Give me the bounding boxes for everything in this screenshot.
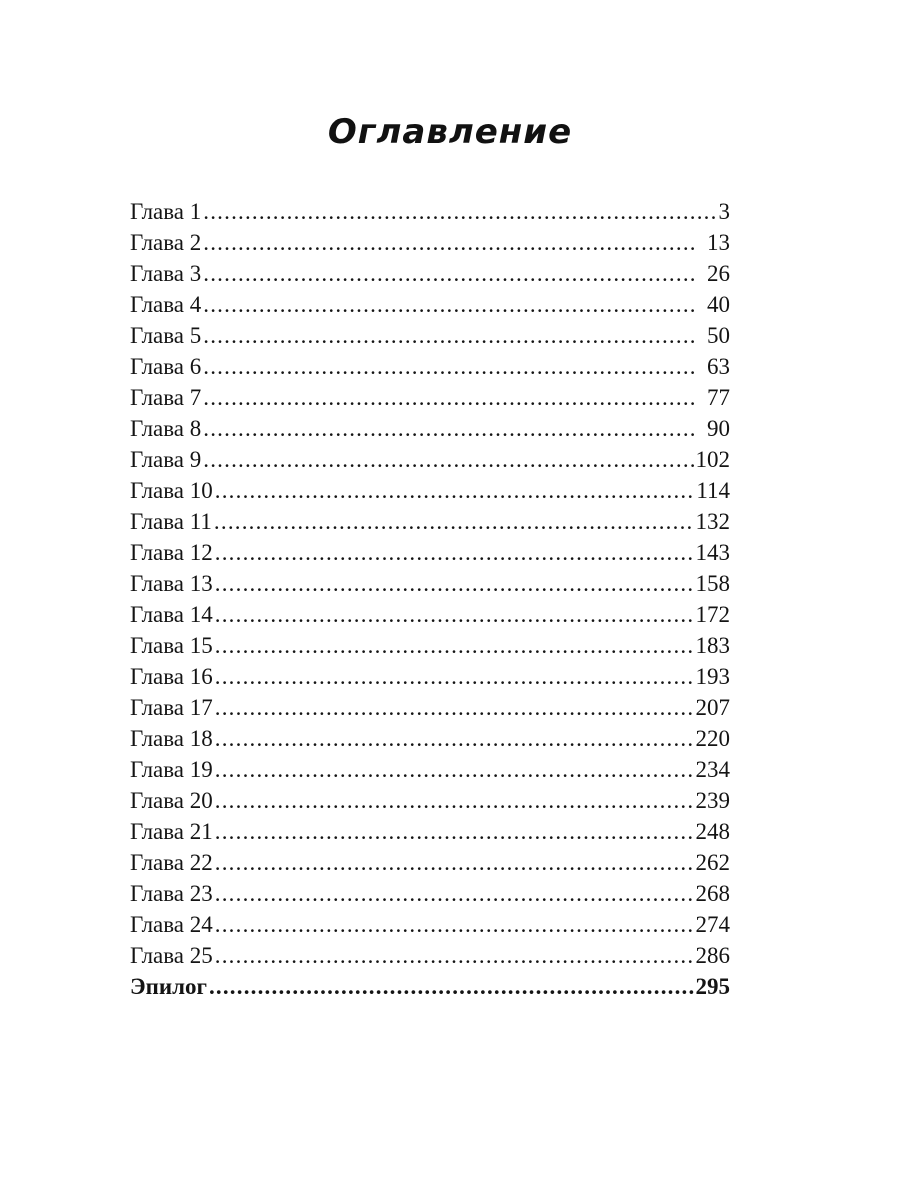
toc-leader-dots [215, 913, 695, 936]
toc-entry[interactable] [130, 905, 730, 936]
toc-entry-label: Глава 9 [130, 447, 202, 472]
toc-entry-label: Глава 13 [130, 571, 213, 596]
toc-entry-page-number: 26 [707, 261, 730, 286]
toc-entry[interactable] [130, 471, 730, 502]
toc-entry-label: Глава 5 [130, 323, 202, 348]
toc-leader-dots [215, 851, 695, 874]
toc-entry[interactable] [130, 812, 730, 843]
toc-entry-page-number: 183 [695, 633, 730, 658]
toc-entry-label: Эпилог [130, 974, 207, 999]
toc-entry-label: Глава 2 [130, 230, 202, 255]
toc-leader-dots [203, 386, 695, 409]
toc-entry[interactable] [130, 626, 730, 657]
toc-leader-dots [215, 727, 695, 750]
toc-leader-dots [215, 758, 695, 781]
toc-leader-dots [215, 696, 695, 719]
toc-leader-dots [215, 479, 695, 502]
toc-entry[interactable] [130, 192, 730, 223]
toc-entry-page-number: 286 [695, 943, 730, 968]
toc-entry-label: Глава 17 [130, 695, 213, 720]
toc-entry-page-number: 114 [696, 478, 730, 503]
toc-leader-dots [209, 975, 695, 998]
toc-entry-page-number: 3 [718, 199, 730, 224]
toc-leader-dots [203, 355, 695, 378]
toc-entry-page-number: 13 [707, 230, 730, 255]
toc-entry-page-number: 158 [695, 571, 730, 596]
toc-entry-page-number: 90 [707, 416, 730, 441]
toc-leader-dots [203, 293, 695, 316]
toc-entry-page-number: 262 [695, 850, 730, 875]
toc-entry-label: Глава 14 [130, 602, 213, 627]
toc-entry[interactable] [130, 347, 730, 378]
toc-entry-label: Глава 1 [130, 199, 202, 224]
toc-entry[interactable] [130, 409, 730, 440]
toc-leader-dots [215, 603, 695, 626]
toc-leader-dots [203, 231, 695, 254]
toc-entry[interactable] [130, 285, 730, 316]
toc-entry-page-number: 193 [695, 664, 730, 689]
toc-leader-dots [203, 262, 695, 285]
toc-entry-label: Глава 18 [130, 726, 213, 751]
toc-entry-label: Глава 4 [130, 292, 202, 317]
toc-entry-page-number: 63 [707, 354, 730, 379]
toc-entry-label: Глава 22 [130, 850, 213, 875]
toc-entry-label: Глава 21 [130, 819, 213, 844]
toc-leader-dots [215, 572, 695, 595]
toc-entry-page-number: 40 [707, 292, 730, 317]
toc-entry[interactable] [130, 719, 730, 750]
toc-entry-page-number: 274 [695, 912, 730, 937]
toc-entry-page-number: 248 [695, 819, 730, 844]
toc-entry-label: Глава 3 [130, 261, 202, 286]
toc-entry[interactable] [130, 936, 730, 967]
toc-entry-page-number: 234 [695, 757, 730, 782]
toc-leader-dots [215, 882, 695, 905]
toc-entry-label: Глава 11 [130, 509, 212, 534]
toc-entry[interactable] [130, 254, 730, 285]
toc-entry-label: Глава 7 [130, 385, 202, 410]
toc-entry[interactable] [130, 564, 730, 595]
toc-entry-page-number: 172 [695, 602, 730, 627]
toc-entry[interactable] [130, 502, 730, 533]
toc-entry-label: Глава 24 [130, 912, 213, 937]
toc-entry[interactable] [130, 688, 730, 719]
toc-entry[interactable] [130, 316, 730, 347]
toc-entry-page-number: 295 [695, 974, 730, 999]
toc-entry-page-number: 207 [695, 695, 730, 720]
toc-entry-page-number: 143 [695, 540, 730, 565]
toc-entry[interactable] [130, 440, 730, 471]
toc-entry[interactable] [130, 843, 730, 874]
toc-entry-page-number: 220 [695, 726, 730, 751]
toc-entry-label: Глава 23 [130, 881, 213, 906]
toc-leader-dots [215, 789, 695, 812]
toc-entry-label: Глава 6 [130, 354, 202, 379]
toc-leader-dots [215, 944, 695, 967]
toc-entry-page-number: 132 [695, 509, 730, 534]
toc-entry-label: Глава 15 [130, 633, 213, 658]
toc-entry-page-number: 268 [695, 881, 730, 906]
toc-leader-dots [203, 448, 694, 471]
table-of-contents-list [130, 192, 730, 998]
toc-entry-page-number: 239 [695, 788, 730, 813]
toc-entry[interactable] [130, 750, 730, 781]
page-title: Оглавление [327, 112, 573, 152]
toc-entry[interactable] [130, 223, 730, 254]
toc-entry-label: Глава 8 [130, 416, 202, 441]
toc-entry[interactable] [130, 967, 730, 998]
toc-entry-page-number: 50 [707, 323, 730, 348]
toc-entry[interactable] [130, 874, 730, 905]
toc-entry-label: Глава 12 [130, 540, 213, 565]
toc-leader-dots [203, 200, 717, 223]
toc-entry[interactable] [130, 657, 730, 688]
toc-entry[interactable] [130, 781, 730, 812]
toc-leader-dots [214, 510, 695, 533]
toc-entry[interactable] [130, 378, 730, 409]
toc-entry-page-number: 77 [707, 385, 730, 410]
toc-entry-label: Глава 10 [130, 478, 213, 503]
toc-leader-dots [203, 324, 695, 347]
toc-leader-dots [203, 417, 695, 440]
toc-entry-page-number: 102 [695, 447, 730, 472]
toc-leader-dots [215, 665, 695, 688]
toc-entry[interactable] [130, 595, 730, 626]
toc-entry-label: Глава 20 [130, 788, 213, 813]
toc-leader-dots [215, 541, 695, 564]
toc-leader-dots [215, 634, 695, 657]
toc-entry-label: Глава 25 [130, 943, 213, 968]
toc-entry[interactable] [130, 533, 730, 564]
toc-entry-label: Глава 19 [130, 757, 213, 782]
toc-entry-label: Глава 16 [130, 664, 213, 689]
toc-leader-dots [215, 820, 695, 843]
